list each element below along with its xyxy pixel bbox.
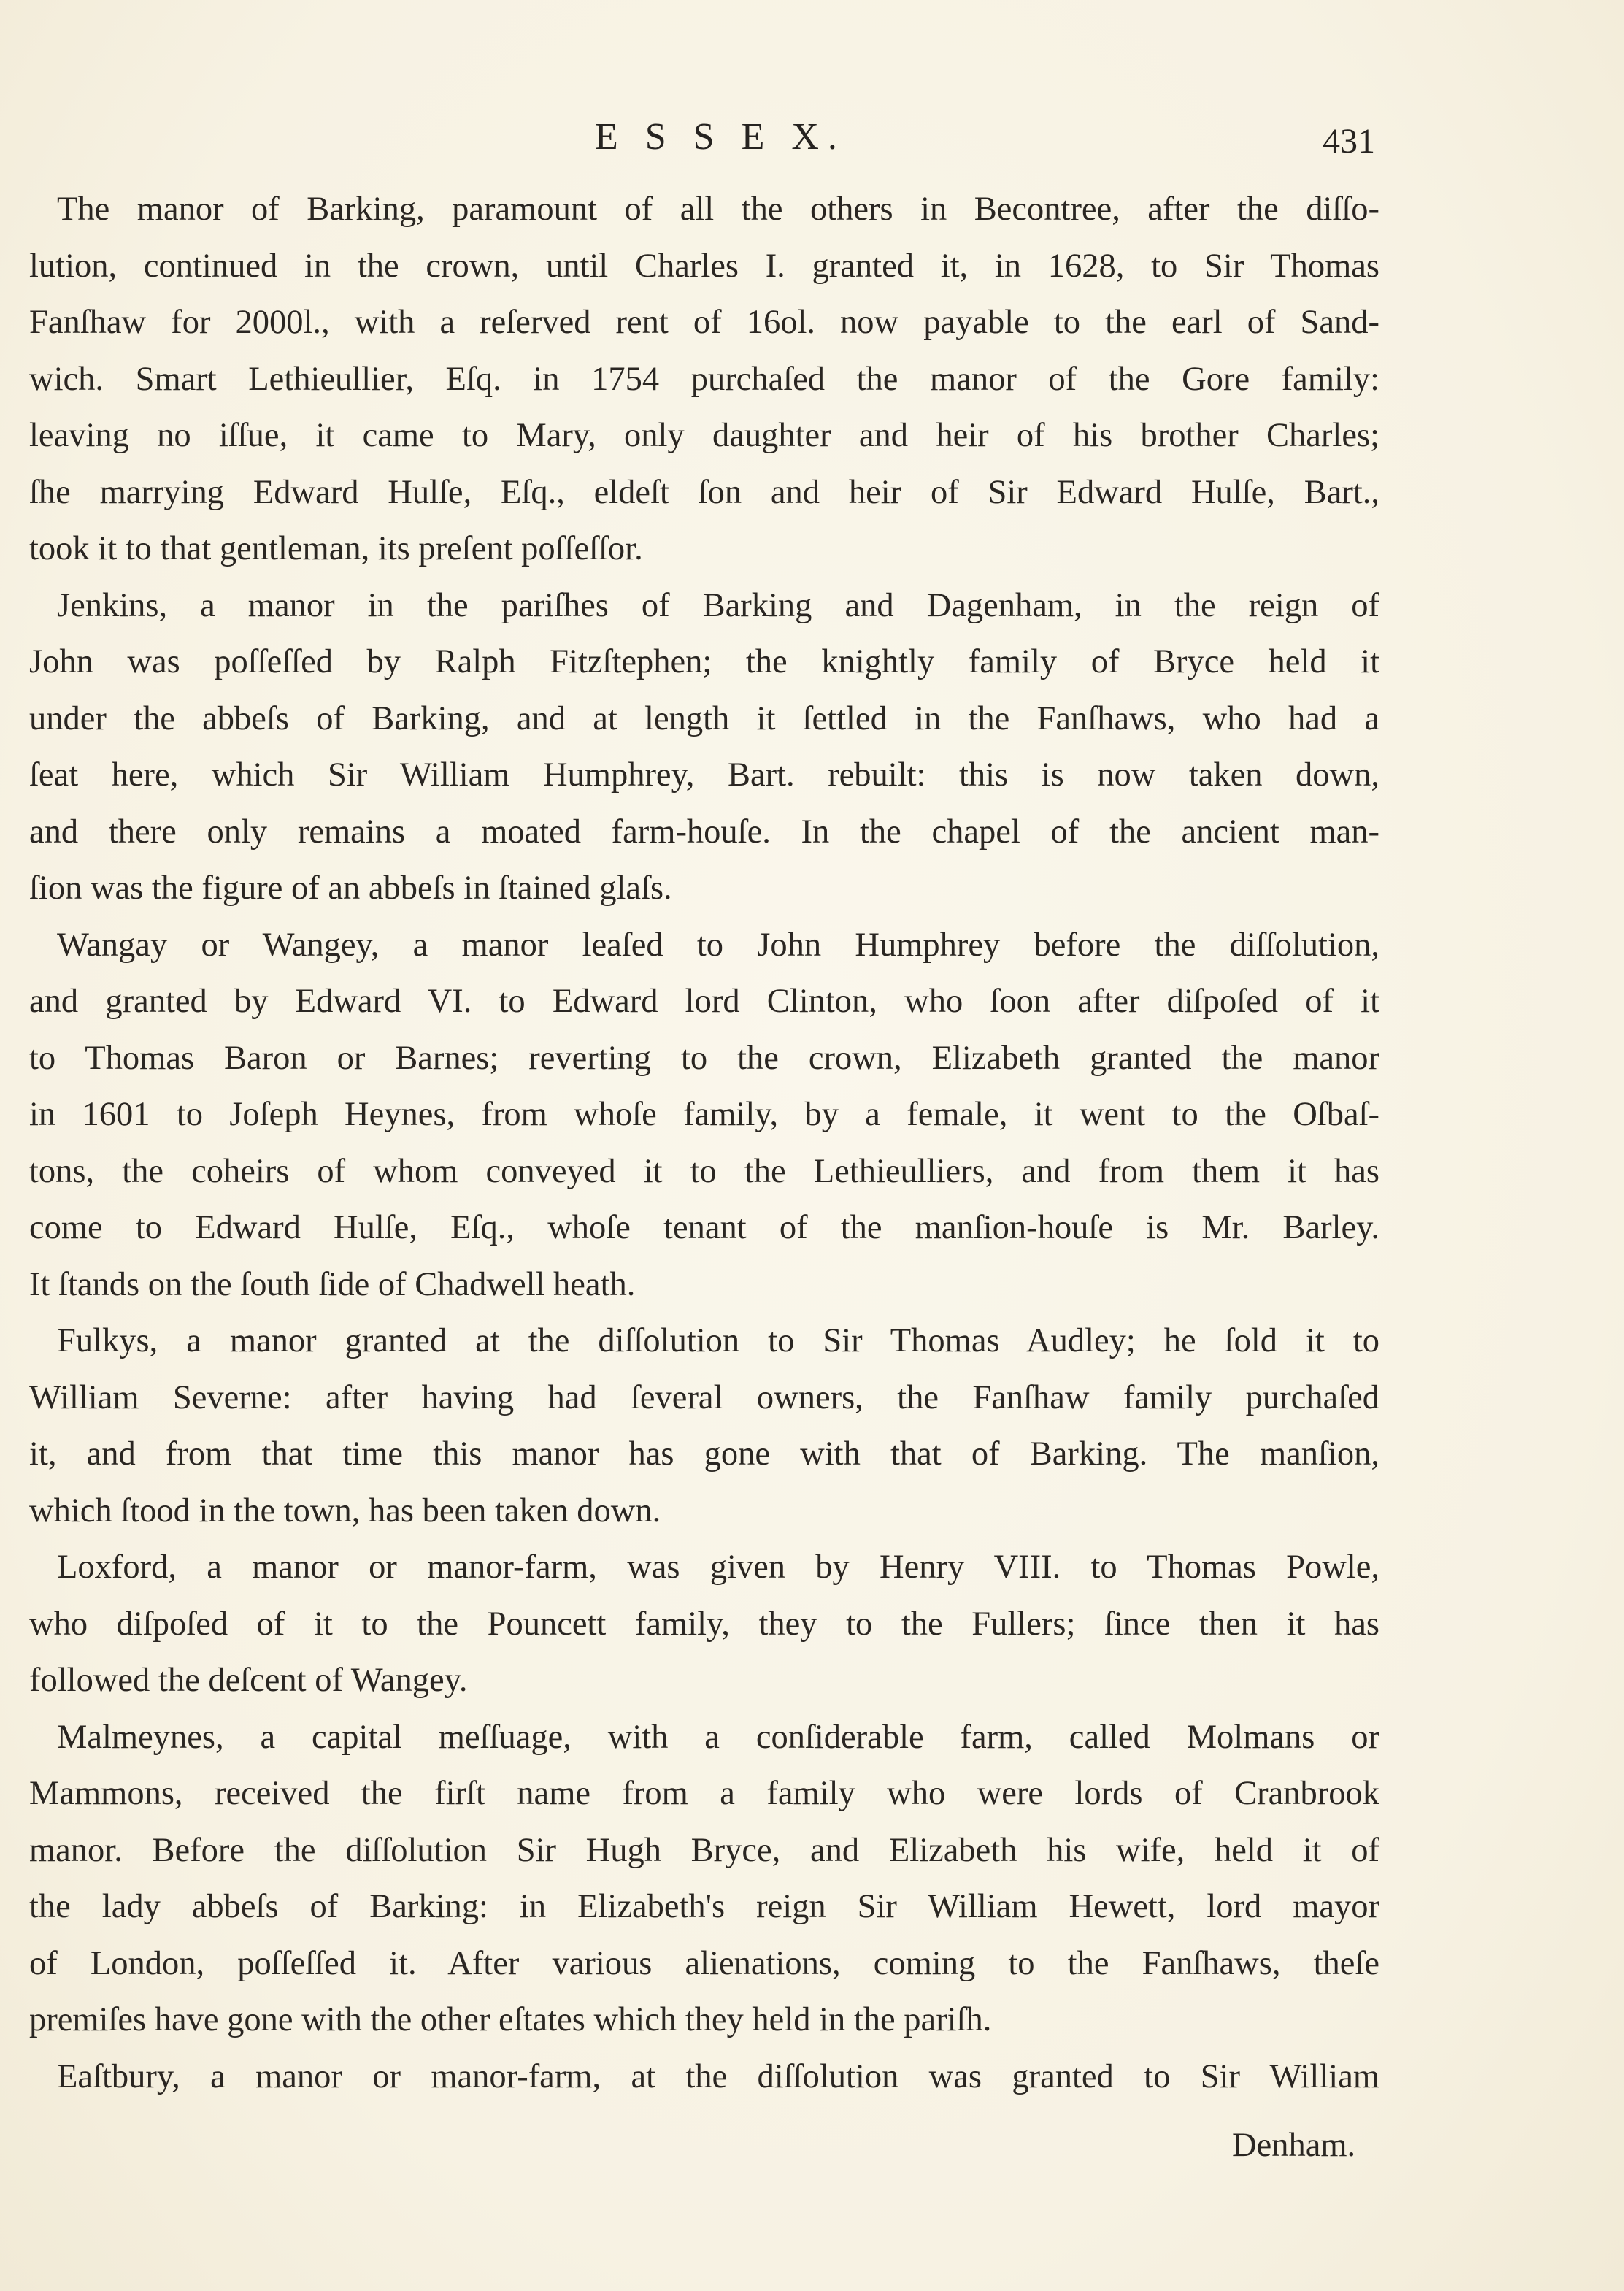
text-line: in 1601 to Joſeph Heynes, from whoſe family, by a female, it went to the Oſbaſ- (29, 1096, 1379, 1133)
running-title: E S S E X. (595, 116, 846, 158)
paragraph-eastbury (29, 2049, 1379, 2106)
text-line: premiſes have gone with the other eſtates which they held in the pariſh. (29, 2001, 992, 2038)
text-line: wich. Smart Lethieullier, Eſq. in 1754 purchaſed the manor of the Gore family: (29, 360, 1379, 398)
text-line: William Severne: after having had ſeveral owners, the Fanſhaw family purchaſed (29, 1378, 1379, 1416)
text-line: which ſtood in the town, has been taken down. (29, 1492, 661, 1530)
text-line: lution, continued in the crown, until Charles I. granted it, in 1628, to Sir Thomas (29, 247, 1379, 285)
paragraph-jenkins (29, 577, 1379, 917)
text-line: Eaſtbury, a manor or manor-farm, at the diſſolution was granted to Sir William (57, 2057, 1379, 2095)
text-line: leaving no iſſue, it came to Mary, only daughter and heir of his brother Charles; (29, 417, 1379, 454)
text-line: took it to that gentleman, its preſent poſſeſſor. (29, 530, 643, 567)
text-line: come to Edward Hulſe, Eſq., whoſe tenant of the manſion-houſe is Mr. Barley. (29, 1209, 1379, 1246)
text-line: manor. Before the diſſolution Sir Hugh Bryce, and Elizabeth his wife, held it of (29, 1831, 1379, 1869)
text-line: tons, the coheirs of whom conveyed it to the Lethieulliers, and from them it has (29, 1152, 1379, 1190)
text-line: The manor of Barking, paramount of all the others in Becontree, after the diſſo- (57, 191, 1379, 228)
running-head (0, 108, 1624, 166)
paragraph-wangey (29, 917, 1379, 1313)
body-text (29, 181, 1379, 2105)
catchword: Denham. (1232, 2127, 1356, 2164)
text-line: Fulkys, a manor granted at the diſſolution to Sir Thomas Audley; he ſold it to (57, 1322, 1379, 1359)
text-line: Fanſhaw for 2000l., with a reſerved rent of 16ol. now payable to the earl of Sand- (29, 304, 1379, 341)
text-line: ſion was the figure of an abbeſs in ſtained glaſs. (29, 870, 672, 907)
paragraph-loxford (29, 1539, 1379, 1709)
text-line: under the abbeſs of Barking, and at length it ſettled in the Fanſhaws, who had a (29, 699, 1379, 737)
page-number: 431 (1323, 122, 1375, 161)
text-line: the lady abbeſs of Barking: in Elizabeth's reign Sir William Hewett, lord mayor (29, 1888, 1379, 1925)
text-line: and granted by Edward VI. to Edward lord Clinton, who ſoon after diſpoſed of it (29, 983, 1379, 1020)
text-line: to Thomas Baron or Barnes; reverting to the crown, Elizabeth granted the manor (29, 1039, 1379, 1077)
text-line: John was poſſeſſed by Ralph Fitzſtephen; the knightly family of Bryce held it (29, 643, 1379, 680)
text-line: Mammons, received the firſt name from a family who were lords of Cranbrook (29, 1775, 1379, 1812)
text-line: ſeat here, which Sir William Humphrey, Bart. rebuilt: this is now taken down, (29, 756, 1379, 794)
text-line: Jenkins, a manor in the pariſhes of Barking and Dagenham, in the reign of (57, 586, 1379, 624)
paragraph-barking (29, 181, 1379, 577)
text-line: followed the deſcent of Wangey. (29, 1662, 468, 1699)
text-line: of London, poſſeſſed it. After various alienations, coming to the Fanſhaws, theſe (29, 1944, 1379, 1982)
text-line: it, and from that time this manor has gone with that of Barking. The manſion, (29, 1435, 1379, 1473)
paragraph-malmeynes (29, 1709, 1379, 2049)
text-line: ſhe marrying Edward Hulſe, Eſq., eldeſt ſon and heir of Sir Edward Hulſe, Bart., (29, 473, 1379, 511)
paragraph-fulkys (29, 1313, 1379, 1539)
text-line: It ſtands on the ſouth ſide of Chadwell heath. (29, 1265, 636, 1303)
text-line: Loxford, a manor or manor-farm, was given by Henry VIII. to Thomas Powle, (57, 1549, 1379, 1586)
text-line: and there only remains a moated farm-houſe. In the chapel of the ancient man- (29, 813, 1379, 851)
text-line: who diſpoſed of it to the Pouncett family, they to the Fullers; ſince then it has (29, 1605, 1379, 1643)
text-line: Malmeynes, a capital meſſuage, with a conſiderable farm, called Molmans or (57, 1718, 1379, 1756)
text-line: Wangay or Wangey, a manor leaſed to John Humphrey before the diſſolution, (57, 926, 1379, 964)
